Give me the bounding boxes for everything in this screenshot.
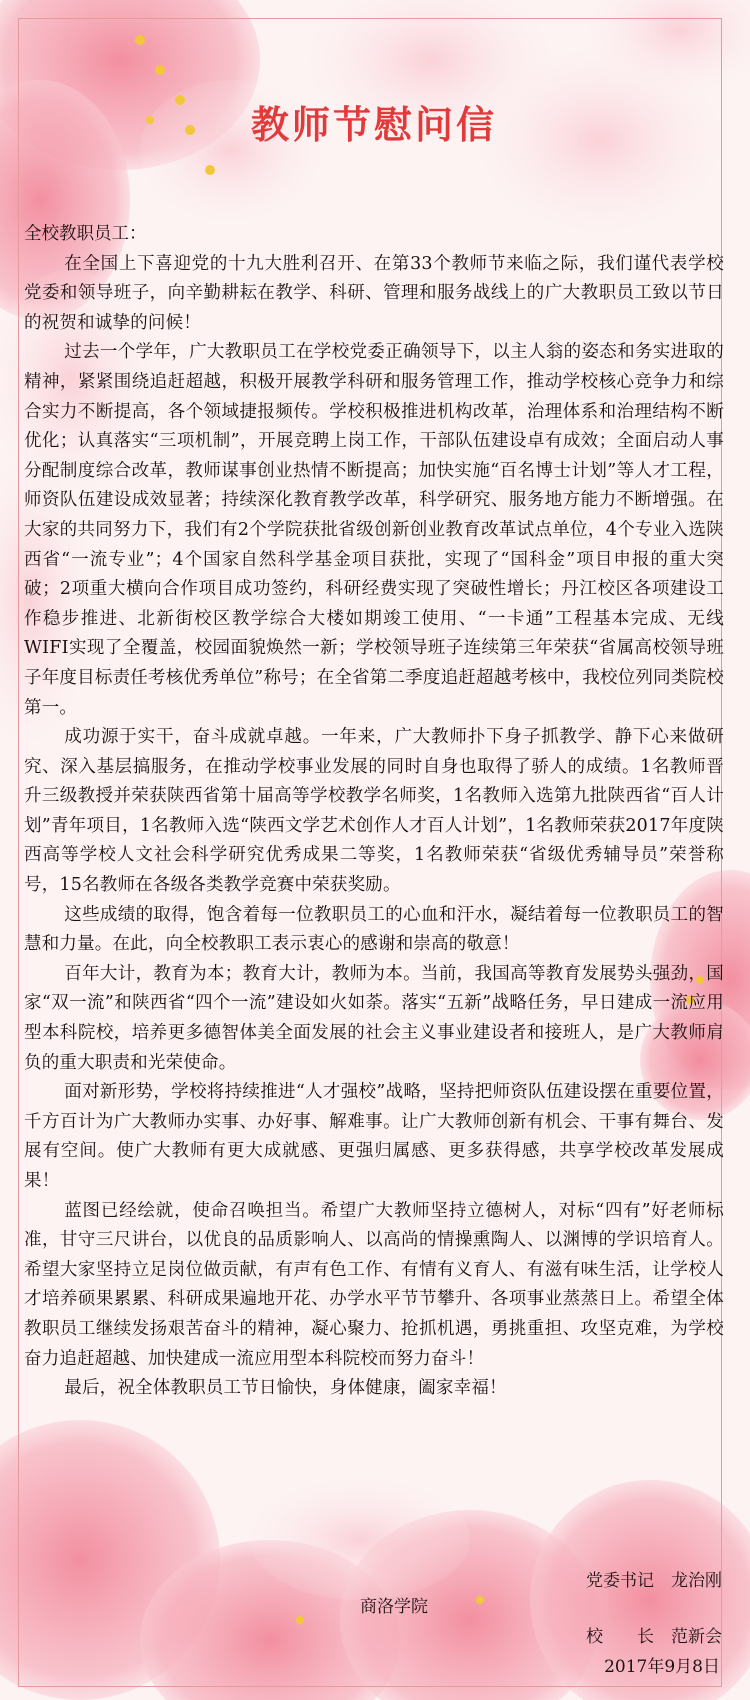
letter-body xyxy=(24,100,724,1404)
signature-institution: 商洛学院 xyxy=(360,1597,428,1617)
paragraph: 百年大计，教育为本；教育大计，教师为本。当前，我国高等教育发展势头强劲，国家“双一流”和陕西省“四个一流”建设如火如荼。落实“五新”战略任务，早日建成一流应用型本科院校，培养更多德智体美全面发展的社会主义事业建设者和接班人，是广大教师肩负的重大职责和光荣使命。 xyxy=(24,963,724,1073)
signature-secretary: 党委书记 龙治刚 xyxy=(586,1571,722,1591)
paragraph: 在全国上下喜迎党的十九大胜利召开、在第33个教师节来临之际，我们谨代表学校党委和领导班子，向辛勤耕耘在教学、科研、管理和服务战线上的广大教职员工致以节日的祝贺和诚挚的问候！ xyxy=(24,253,724,333)
salutation: 全校教职员工： xyxy=(24,224,147,244)
paragraph: 最后，祝全体教职员工节日愉快，身体健康，阖家幸福！ xyxy=(64,1378,507,1399)
paragraph: 面对新形势，学校将持续推进“人才强校”战略，坚持把师资队伍建设摆在重要位置，千方百计为广大教师办实事、办好事、解难事。让广大教师创新有机会、干事有舞台、发展有空间。使广大教师有更大成就感、更强归属感、更多获得感，共享学校改革发展成果！ xyxy=(24,1082,724,1191)
letter-title: 教师节慰问信 xyxy=(250,102,497,147)
paragraph: 这些成绩的取得，饱含着每一位教职员工的心血和汗水，凝结着每一位教职员工的智慧和力量。在此，向全校教职工表示衷心的感谢和崇高的敬意！ xyxy=(24,904,724,955)
signature-date: 2017年9月8日 xyxy=(604,1657,720,1677)
paragraph: 蓝图已经绘就，使命召唤担当。希望广大教师坚持立德树人，对标“四有”好老师标准，甘守三尺讲台，以优良的品质影响人、以高尚的情操熏陶人、以渊博的学识培育人。希望大家坚持立足岗位做贡献，有声有色工作、有情有义育人、有滋有味生活，让学校人才培养硕果累累、科研成果遍地开花、办学水平节节攀升、各项事业蒸蒸日上。希望全体教职员工继续发扬艰苦奋斗的精神，凝心聚力、抢抓机遇，勇挑重担、攻坚克难，为学校奋力追赶超越、加快建成一流应用型本科院校而努力奋斗！ xyxy=(24,1200,724,1369)
paragraph: 成功源于实干，奋斗成就卓越。一年来，广大教师扑下身子抓教学、静下心来做研究、深入基层搞服务，在推动学校事业发展的同时自身也取得了骄人的成绩。1名教师晋升三级教授并荣获陕西省第十届高等学校教学名师奖，1名教师入选第九批陕西省“百人计划”青年项目，1名教师入选“陕西文学艺术创作人才百人计划”，1名教师荣获2017年度陕西高等学校人文社会科学研究优秀成果二等奖，1名教师荣获“省级优秀辅导员”荣誉称号，15名教师在各级各类教学竞赛中荣获奖励。 xyxy=(24,727,724,896)
signature-president: 校 长 范新会 xyxy=(586,1627,722,1647)
paragraph: 过去一个学年，广大教职员工在学校党委正确领导下，以主人翁的姿态和务实进取的精神，紧紧围绕追赶超越，积极开展教学科研和服务管理工作，推动学校核心竞争力和综合实力不断提高，各个领域捷报频传。学校积极推进机构改革，治理体系和治理结构不断优化；认真落实“三项机制”，开展竞聘上岗工作，干部队伍建设卓有成效；全面启动人事分配制度综合改革，教师谋事创业热情不断提高；加快实施“百名博士计划”等人才工程，师资队伍建设成效显著；持续深化教育教学改革，科学研究、服务地方能力不断增强。在大家的共同努力下，我们有2个学院获批省级创新创业教育改革试点单位，4个专业入选陕西省“一流专业”；4个国家自然科学基金项目获批，实现了“国科金”项目申报的重大突破；2项重大横向合作项目成功签约，科研经费实现了突破性增长；丹江校区各项建设工作稳步推进、北新街校区教学综合大楼如期竣工使用、“一卡通”工程基本完成、无线WIFI实现了全覆盖，校园面貌焕然一新；学校领导班子连续第三年荣获“省属高校领导班子年度目标责任考核优秀单位”称号；在全省第二季度追赶超越考核中，我校位列同类院校第一。 xyxy=(24,342,724,718)
